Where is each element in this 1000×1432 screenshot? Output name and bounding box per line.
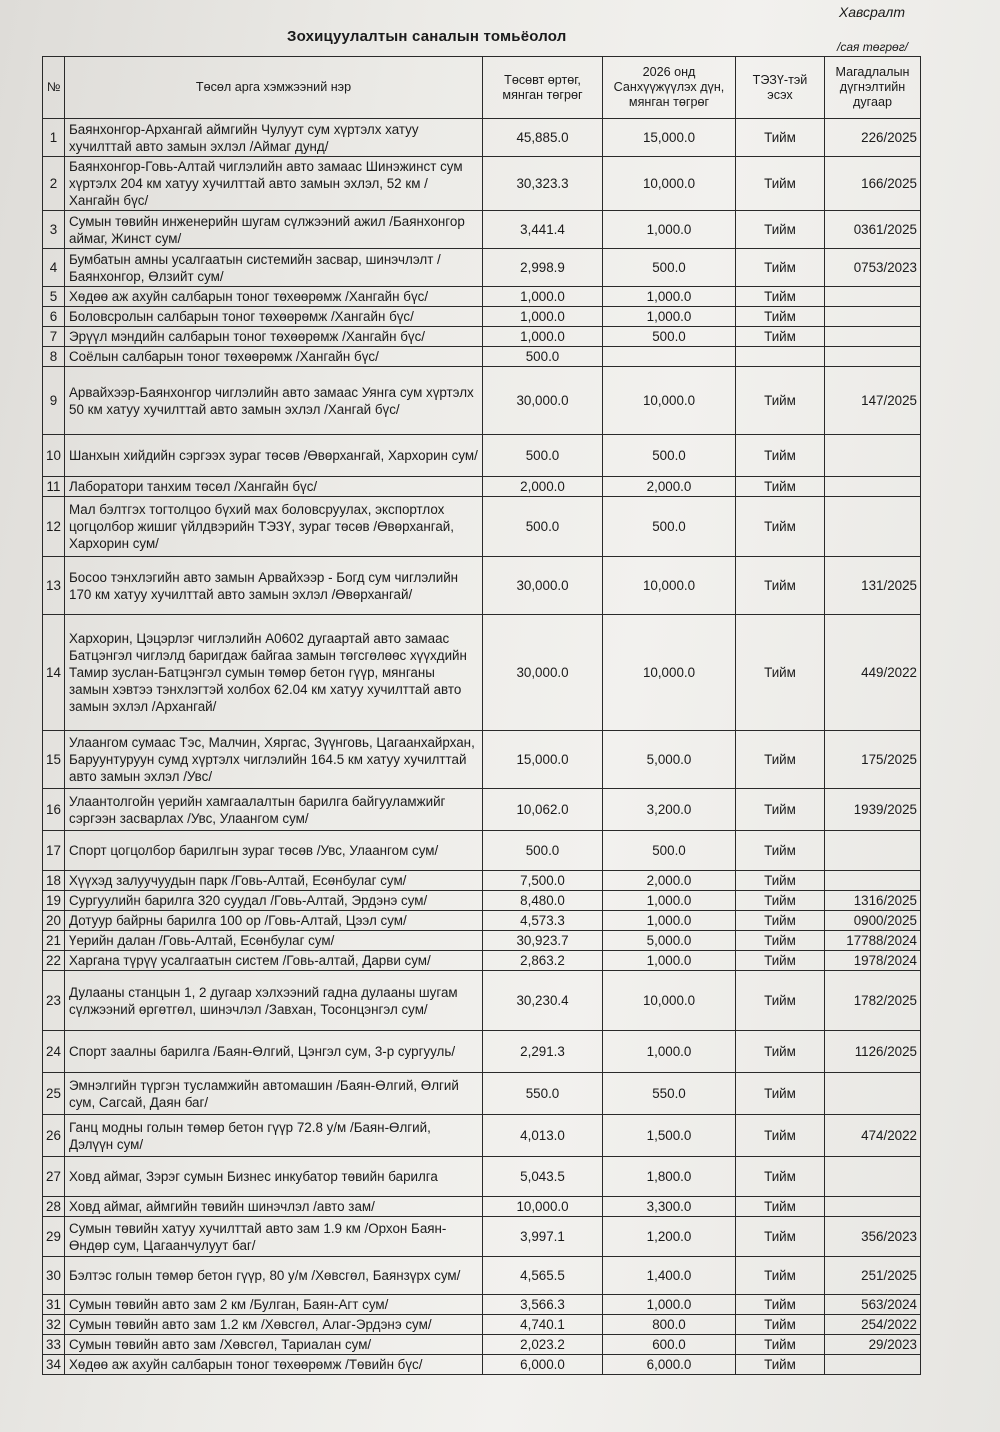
certificate-number [825,287,921,307]
project-name: Ганц модны голын төмөр бетон гүүр 72.8 у/м /Баян-Өлгий, Дэлүүн сум/ [65,1115,483,1157]
certificate-number: 131/2025 [825,557,921,615]
funding-2026: 10,000.0 [603,971,736,1031]
certificate-number: 0900/2025 [825,911,921,931]
table-row [43,1217,921,1257]
funding-2026: 500.0 [603,497,736,557]
estimated-cost: 4,740.1 [483,1315,603,1335]
table-row [43,1157,921,1197]
funding-2026: 1,000.0 [603,287,736,307]
funding-2026: 10,000.0 [603,157,736,211]
teezu-status: Тийм [736,731,825,789]
col-header-teezu: ТЭЗҮ-тэй эсэх [736,57,825,119]
funding-2026: 600.0 [603,1335,736,1355]
row-number: 4 [43,249,65,287]
project-name: Хүүхэд залуучуудын парк /Говь-Алтай, Есөнбулаг сум/ [65,871,483,891]
table-row [43,789,921,831]
funding-2026: 15,000.0 [603,119,736,157]
table-row [43,1257,921,1295]
teezu-status: Тийм [736,891,825,911]
certificate-number [825,1157,921,1197]
project-name: Бэлтэс голын төмөр бетон гүүр, 80 у/м /Хөвсгөл, Баянзүрх сум/ [65,1257,483,1295]
estimated-cost: 30,000.0 [483,367,603,435]
certificate-number: 563/2024 [825,1295,921,1315]
certificate-number [825,831,921,871]
table-row [43,1031,921,1073]
row-number: 15 [43,731,65,789]
teezu-status: Тийм [736,931,825,951]
teezu-status: Тийм [736,615,825,731]
table-row [43,615,921,731]
certificate-number [825,1073,921,1115]
project-name: Соёлын салбарын тоног төхөөрөмж /Хангайн бүс/ [65,347,483,367]
project-name: Улаантолгойн үерийн хамгаалалтын барилга байгууламжийг сэргээн засварлах /Увс, Улаангом сум/ [65,789,483,831]
project-name: Сумын төвийн хатуу хучилттай авто зам 1.9 км /Орхон Баян-Өндөр сум, Цагаанчулуут баг/ [65,1217,483,1257]
table-row [43,367,921,435]
estimated-cost: 3,997.1 [483,1217,603,1257]
row-number: 22 [43,951,65,971]
certificate-number: 1316/2025 [825,891,921,911]
project-name: Улаангом сумаас Тэс, Малчин, Хяргас, Зүүнговь, Цагаанхайрхан, Баруунтуруун сумд хүртэлх чиглэлийн 164.5 км хатуу хучилттай авто замын эхлэл /Увс/ [65,731,483,789]
table-row [43,327,921,347]
row-number: 34 [43,1355,65,1375]
estimated-cost: 4,013.0 [483,1115,603,1157]
teezu-status: Тийм [736,307,825,327]
funding-2026: 3,200.0 [603,789,736,831]
project-name: Дотуур байрны барилга 100 ор /Говь-Алтай, Цээл сум/ [65,911,483,931]
certificate-number: 166/2025 [825,157,921,211]
row-number: 14 [43,615,65,731]
row-number: 11 [43,477,65,497]
estimated-cost: 10,000.0 [483,1197,603,1217]
teezu-status: Тийм [736,287,825,307]
project-name: Бумбатын амны усалгаатын системийн засвар, шинэчлэлт /Баянхонгор, Өлзийт сум/ [65,249,483,287]
teezu-status: Тийм [736,1115,825,1157]
teezu-status: Тийм [736,249,825,287]
col-header-no: № [43,57,65,119]
unit-label: /сая төгрөг/ [837,40,908,54]
row-number: 13 [43,557,65,615]
table-row [43,211,921,249]
certificate-number: 474/2022 [825,1115,921,1157]
estimated-cost: 45,885.0 [483,119,603,157]
table-row [43,435,921,477]
estimated-cost: 8,480.0 [483,891,603,911]
project-name: Лаборатори танхим төсөл /Хангайн бүс/ [65,477,483,497]
estimated-cost: 4,565.5 [483,1257,603,1295]
estimated-cost: 2,291.3 [483,1031,603,1073]
estimated-cost: 1,000.0 [483,287,603,307]
estimated-cost: 30,000.0 [483,615,603,731]
table-row [43,1335,921,1355]
certificate-number [825,327,921,347]
teezu-status: Тийм [736,871,825,891]
funding-2026: 3,300.0 [603,1197,736,1217]
teezu-status: Тийм [736,557,825,615]
estimated-cost: 30,230.4 [483,971,603,1031]
funding-2026: 5,000.0 [603,731,736,789]
teezu-status: Тийм [736,951,825,971]
certificate-number: 1782/2025 [825,971,921,1031]
estimated-cost: 4,573.3 [483,911,603,931]
table-row [43,731,921,789]
page-title: Зохицуулалтын саналын томьёолол [287,28,567,45]
table-header-row [43,57,921,119]
funding-2026: 1,000.0 [603,891,736,911]
row-number: 27 [43,1157,65,1197]
certificate-number: 251/2025 [825,1257,921,1295]
table-row [43,307,921,327]
teezu-status: Тийм [736,971,825,1031]
row-number: 33 [43,1335,65,1355]
col-header-name: Төсөл арга хэмжээний нэр [65,57,483,119]
row-number: 25 [43,1073,65,1115]
funding-2026: 800.0 [603,1315,736,1335]
row-number: 7 [43,327,65,347]
certificate-number [825,1197,921,1217]
project-name: Хөдөө аж ахуйн салбарын тоног төхөөрөмж /Хангайн бүс/ [65,287,483,307]
project-name: Боловсролын салбарын тоног төхөөрөмж /Хангайн бүс/ [65,307,483,327]
funding-2026: 1,800.0 [603,1157,736,1197]
funding-2026: 1,500.0 [603,1115,736,1157]
certificate-number: 17788/2024 [825,931,921,951]
project-name: Үерийн далан /Говь-Алтай, Есөнбулаг сум/ [65,931,483,951]
row-number: 31 [43,1295,65,1315]
funding-2026 [603,347,736,367]
table-row [43,871,921,891]
table-row [43,1197,921,1217]
teezu-status: Тийм [736,1073,825,1115]
certificate-number [825,871,921,891]
certificate-number: 356/2023 [825,1217,921,1257]
estimated-cost: 1,000.0 [483,307,603,327]
row-number: 20 [43,911,65,931]
teezu-status: Тийм [736,1315,825,1335]
estimated-cost: 2,863.2 [483,951,603,971]
teezu-status: Тийм [736,367,825,435]
funding-2026: 10,000.0 [603,367,736,435]
estimated-cost: 500.0 [483,435,603,477]
col-header-amount-2026: 2026 онд Санхүүжүүлэх дүн, мянган төгрөг [603,57,736,119]
teezu-status: Тийм [736,211,825,249]
funding-2026: 6,000.0 [603,1355,736,1375]
funding-2026: 1,000.0 [603,1295,736,1315]
table-row [43,951,921,971]
table-row [43,157,921,211]
teezu-status: Тийм [736,1257,825,1295]
table-row [43,249,921,287]
table-row [43,1073,921,1115]
certificate-number [825,477,921,497]
teezu-status: Тийм [736,497,825,557]
row-number: 32 [43,1315,65,1335]
row-number: 5 [43,287,65,307]
certificate-number [825,435,921,477]
table-row [43,1355,921,1375]
estimated-cost: 15,000.0 [483,731,603,789]
certificate-number: 254/2022 [825,1315,921,1335]
table-row [43,119,921,157]
project-name: Дулааны станцын 1, 2 дугаар хэлхээний гадна дулааны шугам сүлжээний өргөтгөл, шинэчлэл /Завхан, Тосонцэнгэл сум/ [65,971,483,1031]
teezu-status: Тийм [736,1295,825,1315]
project-name: Сумын төвийн авто зам 1.2 км /Хөвсгөл, Алаг-Эрдэнэ сум/ [65,1315,483,1335]
teezu-status: Тийм [736,1335,825,1355]
certificate-number: 1126/2025 [825,1031,921,1073]
funding-2026: 1,200.0 [603,1217,736,1257]
teezu-status: Тийм [736,1217,825,1257]
row-number: 21 [43,931,65,951]
estimated-cost: 500.0 [483,347,603,367]
funding-2026: 2,000.0 [603,477,736,497]
project-name: Сумын төвийн авто зам 2 км /Булган, Баян-Агт сум/ [65,1295,483,1315]
certificate-number: 147/2025 [825,367,921,435]
row-number: 12 [43,497,65,557]
funding-2026: 500.0 [603,327,736,347]
table-row [43,891,921,911]
funding-2026: 1,000.0 [603,307,736,327]
estimated-cost: 30,323.3 [483,157,603,211]
project-name: Хархорин, Цэцэрлэг чиглэлийн А0602 дугаартай авто замаас Батцэнгэл чиглэлд баригдаж байгаа замын төгсгөлөөс хүүхдийн Тамир зуслан-Батцэнгэл сумын төмөр бетон гүүр, мянганы замын хэвтээ тэнхлэгтэй холбох 62.04 км хатуу хучилттай авто замын эхлэл /Архангай/ [65,615,483,731]
estimated-cost: 7,500.0 [483,871,603,891]
certificate-number: 0361/2025 [825,211,921,249]
certificate-number: 1939/2025 [825,789,921,831]
estimated-cost: 500.0 [483,831,603,871]
table-row [43,1295,921,1315]
row-number: 29 [43,1217,65,1257]
certificate-number: 1978/2024 [825,951,921,971]
project-name: Спорт заалны барилга /Баян-Өлгий, Цэнгэл сум, 3-р сургууль/ [65,1031,483,1073]
row-number: 3 [43,211,65,249]
project-name: Спорт цогцолбор барилгын зураг төсөв /Увс, Улаангом сум/ [65,831,483,871]
estimated-cost: 3,566.3 [483,1295,603,1315]
teezu-status [736,347,825,367]
row-number: 6 [43,307,65,327]
funding-2026: 500.0 [603,831,736,871]
table-row [43,931,921,951]
project-name: Харгана түрүү усалгаатын систем /Говь-алтай, Дарви сум/ [65,951,483,971]
teezu-status: Тийм [736,911,825,931]
row-number: 28 [43,1197,65,1217]
teezu-status: Тийм [736,789,825,831]
certificate-number: 226/2025 [825,119,921,157]
estimated-cost: 3,441.4 [483,211,603,249]
table-row [43,347,921,367]
estimated-cost: 10,062.0 [483,789,603,831]
row-number: 17 [43,831,65,871]
row-number: 23 [43,971,65,1031]
funding-2026: 1,000.0 [603,211,736,249]
certificate-number [825,1355,921,1375]
table-row [43,477,921,497]
funding-2026: 2,000.0 [603,871,736,891]
certificate-number [825,497,921,557]
certificate-number: 449/2022 [825,615,921,731]
estimated-cost: 5,043.5 [483,1157,603,1197]
project-name: Сумын төвийн авто зам /Хөвсгөл, Тариалан сум/ [65,1335,483,1355]
teezu-status: Тийм [736,477,825,497]
teezu-status: Тийм [736,1197,825,1217]
project-name: Эмнэлгийн түргэн тусламжийн автомашин /Баян-Өлгий, Өлгий сум, Сагсай, Даян баг/ [65,1073,483,1115]
certificate-number [825,307,921,327]
row-number: 18 [43,871,65,891]
funding-2026: 10,000.0 [603,615,736,731]
row-number: 2 [43,157,65,211]
row-number: 10 [43,435,65,477]
table-row [43,1315,921,1335]
project-name: Арвайхээр-Баянхонгор чиглэлийн авто замаас Уянга сум хүртэлх 50 км хатуу хучилттай авто замын эхлэл /Хангай бүс/ [65,367,483,435]
table-row [43,971,921,1031]
teezu-status: Тийм [736,1031,825,1073]
estimated-cost: 550.0 [483,1073,603,1115]
teezu-status: Тийм [736,157,825,211]
projects-table [42,56,921,1375]
project-name: Шанхын хийдийн сэргээх зураг төсөв /Өвөрхангай, Хархорин сум/ [65,435,483,477]
project-name: Хөдөө аж ахуйн салбарын тоног төхөөрөмж /Төвийн бүс/ [65,1355,483,1375]
project-name: Мал бэлтгэх тогтолцоо бүхий мах боловсруулах, экспортлох цогцолбор жишиг үйлдвэрийн ТЭЗҮ, зураг төсөв /Өвөрхангай, Хархорин сум/ [65,497,483,557]
estimated-cost: 1,000.0 [483,327,603,347]
estimated-cost: 30,000.0 [483,557,603,615]
funding-2026: 1,400.0 [603,1257,736,1295]
certificate-number: 29/2023 [825,1335,921,1355]
attachment-label: Хавсралт [838,4,905,20]
col-header-cost: Төсөвт өртөг, мянган төгрөг [483,57,603,119]
row-number: 30 [43,1257,65,1295]
certificate-number: 0753/2023 [825,249,921,287]
teezu-status: Тийм [736,435,825,477]
estimated-cost: 6,000.0 [483,1355,603,1375]
row-number: 9 [43,367,65,435]
project-name: Сумын төвийн инженерийн шугам сүлжээний ажил /Баянхонгор аймаг, Жинст сум/ [65,211,483,249]
table-row [43,1115,921,1157]
table-row [43,557,921,615]
funding-2026: 500.0 [603,435,736,477]
project-name: Босоо тэнхлэгийн авто замын Арвайхээр - Богд сум чиглэлийн 170 км хатуу хучилттай авто замын эхлэл /Өвөрхангай/ [65,557,483,615]
funding-2026: 10,000.0 [603,557,736,615]
row-number: 8 [43,347,65,367]
project-name: Ховд аймаг, аймгийн төвийн шинэчлэл /авто зам/ [65,1197,483,1217]
funding-2026: 5,000.0 [603,931,736,951]
row-number: 26 [43,1115,65,1157]
estimated-cost: 500.0 [483,497,603,557]
project-name: Баянхонгор-Говь-Алтай чиглэлийн авто замаас Шинэжинст сум хүртэлх 204 км хатуу хучилттай авто замын эхлэл, 52 км /Хангайн бүс/ [65,157,483,211]
project-name: Эрүүл мэндийн салбарын тоног төхөөрөмж /Хангайн бүс/ [65,327,483,347]
row-number: 1 [43,119,65,157]
table-row [43,287,921,307]
certificate-number [825,347,921,367]
teezu-status: Тийм [736,327,825,347]
project-name: Баянхонгор-Архангай аймгийн Чулуут сум хүртэлх хатуу хучилттай авто замын эхлэл /Аймаг дунд/ [65,119,483,157]
teezu-status: Тийм [736,119,825,157]
project-name: Сургуулийн барилга 320 суудал /Говь-Алтай, Эрдэнэ сум/ [65,891,483,911]
estimated-cost: 2,023.2 [483,1335,603,1355]
project-name: Ховд аймаг, Зэрэг сумын Бизнес инкубатор төвийн барилга [65,1157,483,1197]
certificate-number: 175/2025 [825,731,921,789]
funding-2026: 550.0 [603,1073,736,1115]
col-header-cert: Магадлалын дүгнэлтийн дугаар [825,57,921,119]
row-number: 24 [43,1031,65,1073]
funding-2026: 1,000.0 [603,951,736,971]
table-row [43,831,921,871]
table-row [43,911,921,931]
estimated-cost: 2,998.9 [483,249,603,287]
table-row [43,497,921,557]
funding-2026: 500.0 [603,249,736,287]
row-number: 16 [43,789,65,831]
teezu-status: Тийм [736,1157,825,1197]
funding-2026: 1,000.0 [603,1031,736,1073]
row-number: 19 [43,891,65,911]
teezu-status: Тийм [736,1355,825,1375]
estimated-cost: 2,000.0 [483,477,603,497]
funding-2026: 1,000.0 [603,911,736,931]
teezu-status: Тийм [736,831,825,871]
estimated-cost: 30,923.7 [483,931,603,951]
